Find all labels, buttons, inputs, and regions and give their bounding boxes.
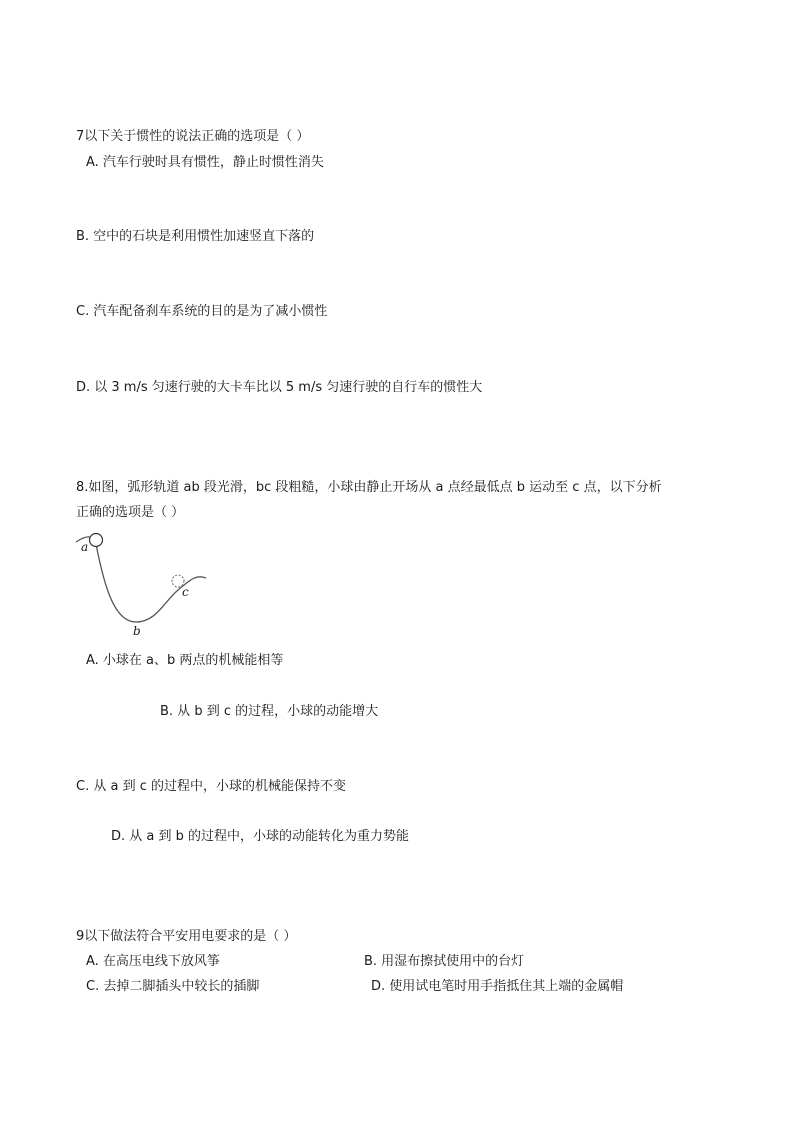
- question-9-option-a: A. 在高压电线下放风筝: [86, 954, 220, 969]
- question-9-option-b: B. 用湿布擦拭使用中的台灯: [364, 954, 525, 969]
- label-b: b: [133, 624, 141, 638]
- question-8-stem-line-2: 正确的选项是（ ）: [76, 505, 185, 520]
- question-9-option-c: C. 去掉二脚插头中较长的插脚: [86, 979, 260, 994]
- question-7-option-d: D. 以 3 m/s 匀速行驶的大卡车比以 5 m/s 匀速行驶的自行车的惯性大: [76, 380, 483, 395]
- question-9-option-d: D. 使用试电笔时用手指抵住其上端的金属帽: [371, 979, 624, 994]
- track-diagram: [74, 530, 214, 642]
- question-9-stem: 9以下做法符合平安用电要求的是（ ）: [76, 929, 297, 944]
- question-8-option-c: C. 从 a 到 c 的过程中，小球的机械能保持不变: [76, 779, 346, 794]
- question-7-stem: 7以下关于惯性的说法正确的选项是（ ）: [76, 129, 310, 144]
- question-7-option-a: A. 汽车行驶时具有惯性，静止时惯性消失: [86, 155, 324, 170]
- question-8-option-b: B. 从 b 到 c 的过程，小球的动能增大: [160, 704, 379, 719]
- question-8-stem-line-1: 8.如图，弧形轨道 ab 段光滑，bc 段粗糙，小球由静止开场从 a 点经最低点 b 运动至 c 点，以下分析: [76, 480, 662, 495]
- label-c: c: [182, 585, 189, 599]
- label-a: a: [81, 540, 89, 554]
- question-8-option-a: A. 小球在 a、b 两点的机械能相等: [86, 653, 284, 668]
- question-7-option-b: B. 空中的石块是利用惯性加速竖直下落的: [76, 229, 315, 244]
- question-7-option-c: C. 汽车配备刹车系统的目的是为了减小惯性: [76, 304, 328, 319]
- track-diagram-svg: [74, 530, 214, 642]
- question-8-option-d: D. 从 a 到 b 的过程中，小球的动能转化为重力势能: [111, 829, 410, 844]
- ball-at-a-icon: [90, 534, 103, 547]
- track-curve: [76, 537, 206, 622]
